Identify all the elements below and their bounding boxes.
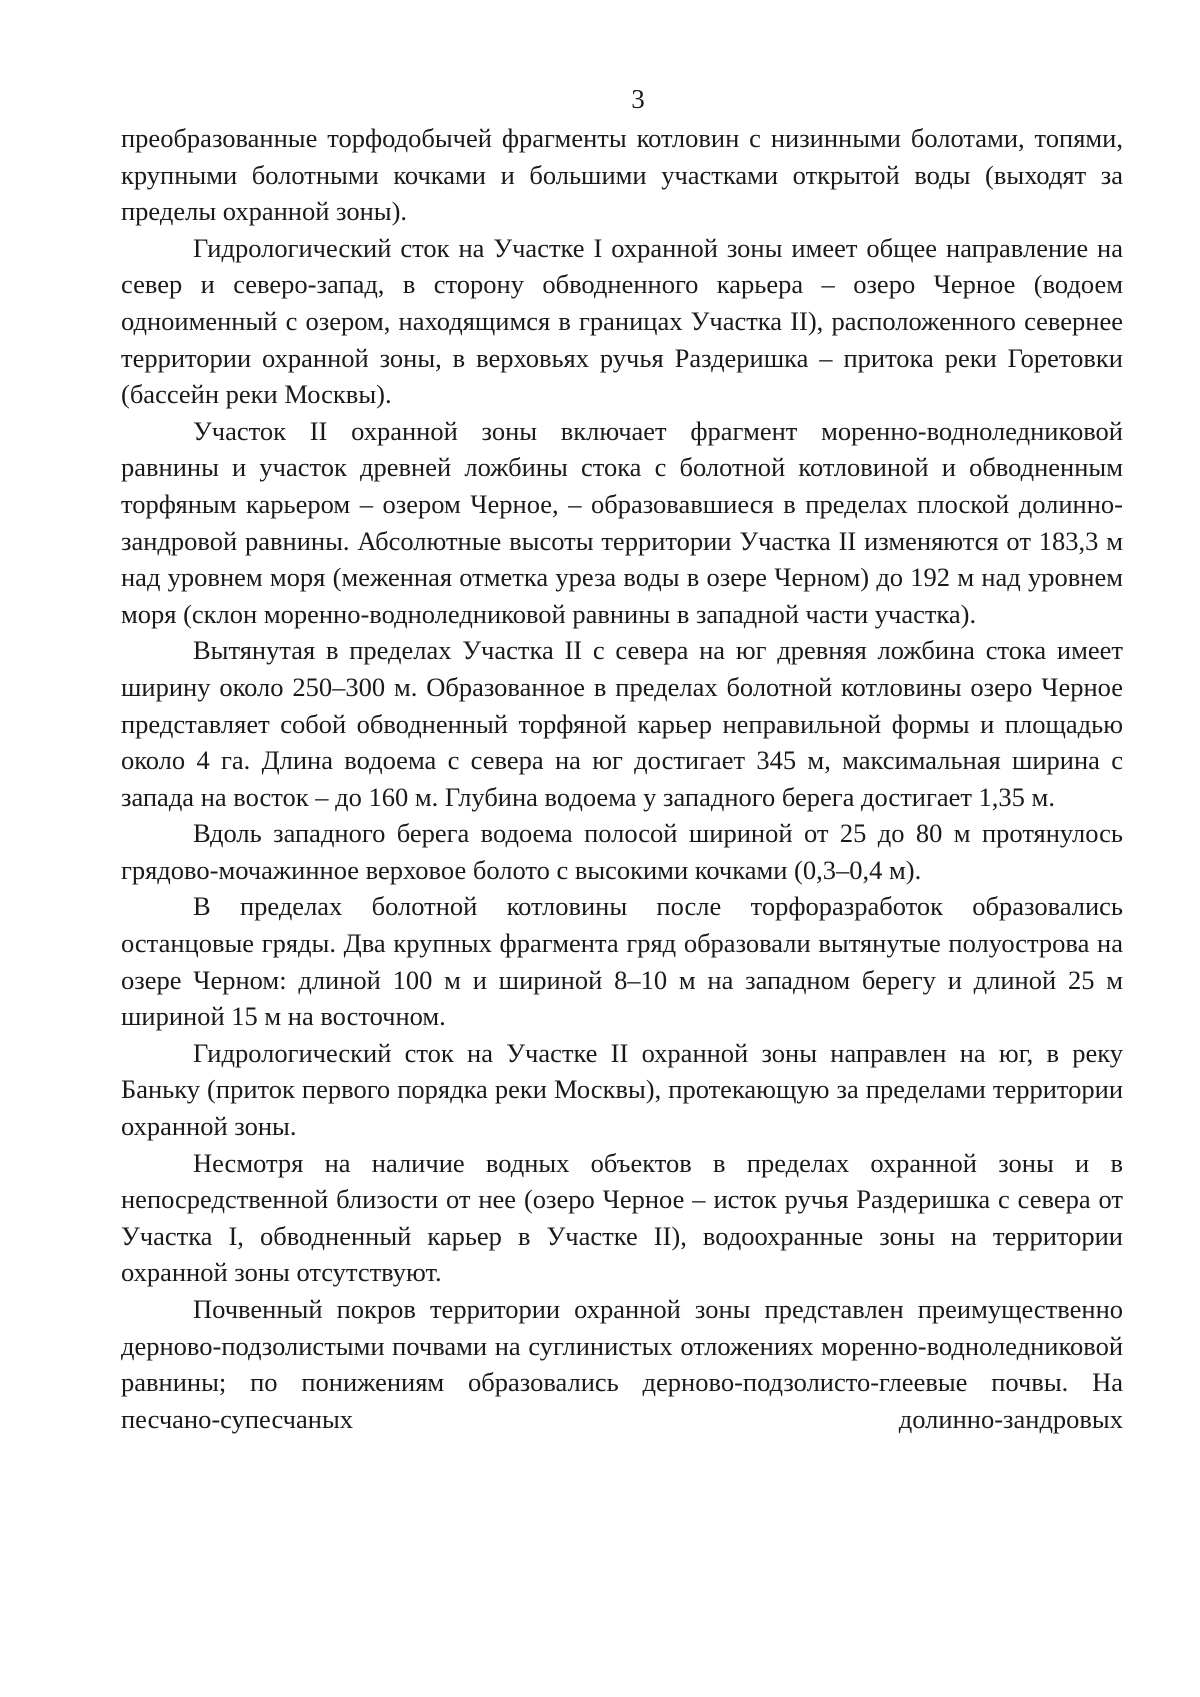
paragraph-8: Несмотря на наличие водных объектов в пределах охранной зоны и в непосредственной близости от нее (озеро Черное – исток ручья Раздеришка с севера от Участка I, обводненный карьер в Участке II), водоохранные зоны на территории охранной зоны отсутствуют. (121, 1147, 1123, 1288)
paragraph-4: Вытянутая в пределах Участка II с севера на юг древняя ложбина стока имеет ширину около 250–300 м. Образованное в пределах болотной котловины озеро Черное представляет собой обводненный торфяной карьер неправильной формы и площадью около 4 га. Длина водоема с севера на юг достигает 345 м, максимальная ширина с запада на восток – до 160 м. Глубина водоема у западного берега достигает 1,35 м. (121, 635, 1123, 812)
paragraph-2: Гидрологический сток на Участке I охранной зоны имеет общее направление на север и северо-запад, в сторону обводненного карьера – озеро Черное (водоем одноименный с озером, находящимся в границах Участка II), расположенного севернее территории охранной зоны, в верховьях ручья Раздеришка – притока реки Горетовки (бассейн реки Москвы). (121, 232, 1123, 410)
body-text (121, 120, 1123, 1437)
paragraph-9: Почвенный покров территории охранной зоны представлен преимущественно дерново-подзолистыми почвами на суглинистых отложениях моренно-водноледниковой равнины; по понижениям образовались дерново-подзолисто-глеевые почвы. На песчано-супесчаных долинно-зандровых (121, 1294, 1123, 1434)
paragraph-5: Вдоль западного берега водоема полосой шириной от 25 до 80 м протянулось грядово-мочажинное верховое болото с высокими кочками (0,3–0,4 м). (121, 818, 1123, 885)
paragraph-3: Участок II охранной зоны включает фрагмент моренно-водноледниковой равнины и участок древней ложбины стока с болотной котловиной и обводненным торфяным карьером – озером Черное, – образовавшиеся в пределах плоской долинно-зандровой равнины. Абсолютные высоты территории Участка II изменяются от 183,3 м над уровнем моря (меженная отметка уреза воды в озере Черном) до 192 м над уровнем моря (склон моренно-водноледниковой равнины в западной части участка). (121, 415, 1123, 629)
page-number: 3 (631, 84, 645, 114)
paragraph-1: преобразованные торфодобычей фрагменты котловин с низинными болотами, топями, крупными болотными кочками и большими участками открытой воды (выходят за пределы охранной зоны). (121, 123, 1123, 227)
paragraph-7: Гидрологический сток на Участке II охранной зоны направлен на юг, в реку Баньку (приток первого порядка реки Москвы), протекающую за пределами территории охранной зоны. (121, 1037, 1123, 1142)
paragraph-6: В пределах болотной котловины после торфоразработок образовались останцовые гряды. Два крупных фрагмента гряд образовали вытянутые полуострова на озере Черном: длиной 100 м и шириной 8–10 м на западном берегу и длиной 25 м шириной 15 м на восточном. (121, 891, 1123, 1032)
